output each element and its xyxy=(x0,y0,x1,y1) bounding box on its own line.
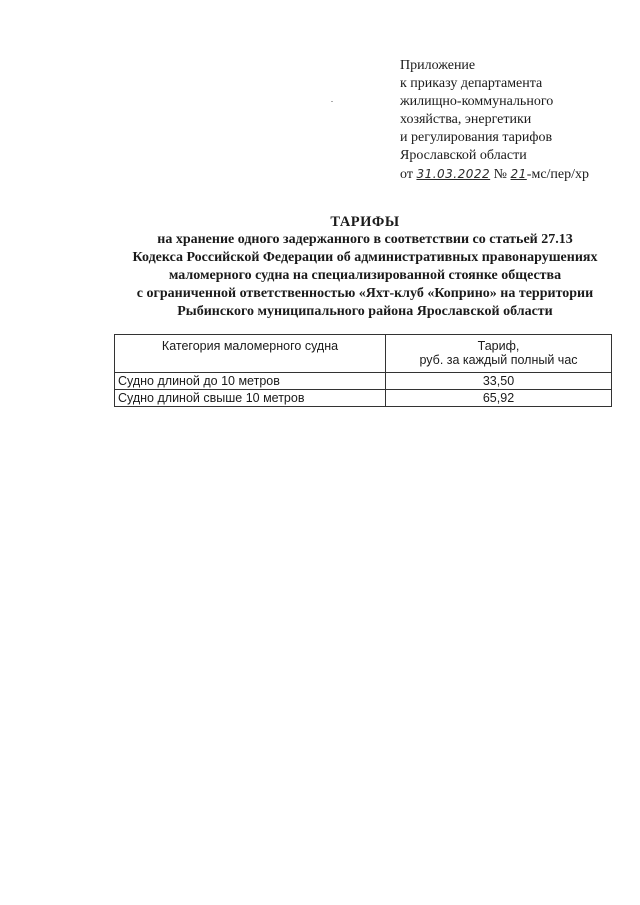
order-date-number-line xyxy=(400,165,635,184)
title-line: с ограниченной ответственностью «Яхт-клуб «Коприно» на территории xyxy=(136,286,594,301)
row-rate: 65,92 xyxy=(386,390,612,407)
header-category: Категория маломерного судна xyxy=(115,335,386,373)
appendix-line: и регулирования тарифов xyxy=(400,130,553,145)
row-category: Судно длиной до 10 метров xyxy=(115,373,386,390)
table-header-row xyxy=(115,335,612,373)
handwritten-number: 21 xyxy=(510,167,527,181)
header-rate-line2: руб. за каждый полный час xyxy=(419,353,578,367)
number-suffix: -мс/пер/хр xyxy=(526,167,590,182)
appendix-line: к приказу департамента xyxy=(400,76,543,91)
title-line: Кодекса Российской Федерации об административных правонарушениях xyxy=(132,250,598,265)
table-row xyxy=(115,390,612,407)
appendix-block xyxy=(400,57,635,184)
number-prefix: № xyxy=(490,167,511,182)
document-title xyxy=(90,213,640,321)
title-line: на хранение одного задержанного в соответствии со статьей 27.13 xyxy=(157,232,573,247)
header-rate-line1: Тариф, xyxy=(477,339,520,353)
row-rate: 33,50 xyxy=(386,373,612,390)
appendix-line: жилищно-коммунального xyxy=(400,94,554,109)
row-category: Судно длиной свыше 10 метров xyxy=(115,390,386,407)
scan-speck xyxy=(331,101,333,102)
title-line: маломерного судна на специализированной стоянке общества xyxy=(168,268,562,283)
tariff-table xyxy=(114,334,612,407)
appendix-line: хозяйства, энергетики xyxy=(400,112,532,127)
appendix-line: Ярославской области xyxy=(400,148,527,163)
date-prefix: от xyxy=(400,167,417,182)
title-heading: ТАРИФЫ xyxy=(330,214,400,230)
handwritten-date: 31.03.2022 xyxy=(416,167,491,181)
header-rate xyxy=(386,335,612,373)
appendix-line: Приложение xyxy=(400,58,476,73)
table-row xyxy=(115,373,612,390)
title-line: Рыбинского муниципального района Ярославской области xyxy=(177,304,553,319)
